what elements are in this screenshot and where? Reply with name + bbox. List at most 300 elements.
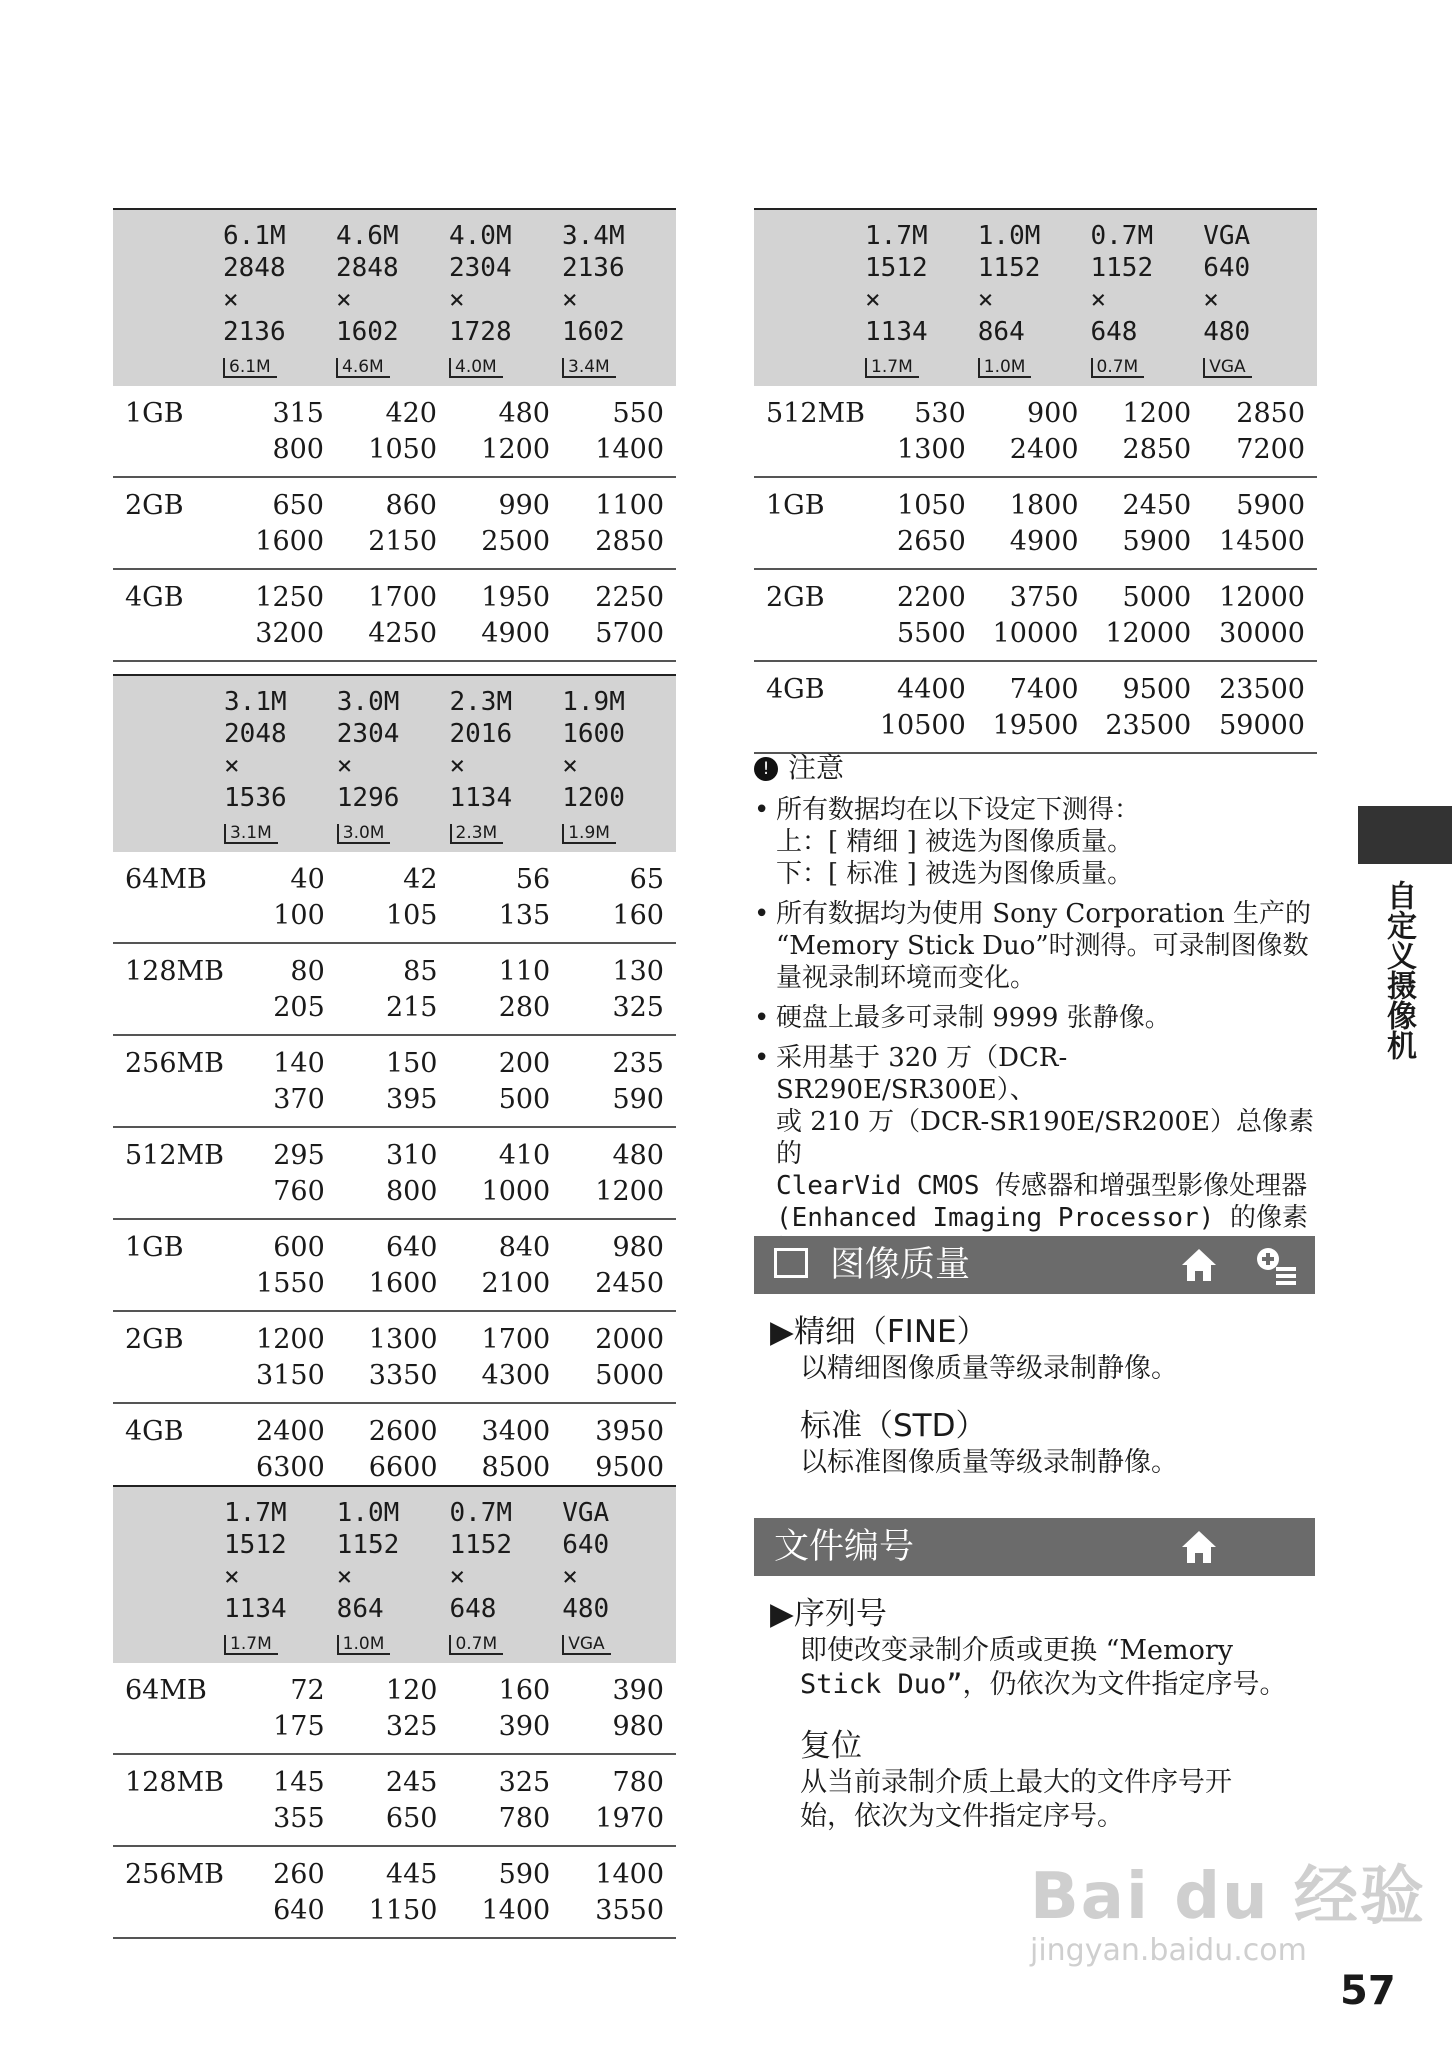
baidu-watermark: [1030, 1845, 1426, 1968]
image-count-cell: [562, 1846, 676, 1938]
standard-count: 2450: [595, 1268, 664, 1299]
standard-count: 5000: [595, 1360, 664, 1391]
table-row: [113, 1035, 676, 1127]
fine-count: 1800: [1009, 490, 1079, 521]
image-count-cell: [865, 386, 978, 477]
standard-count: 370: [273, 1084, 325, 1115]
media-capacity-label: 64MB: [125, 864, 207, 895]
reset-option-desc: 始，依次为文件指定序号。: [800, 1801, 1124, 1832]
resolution-header: [224, 1486, 337, 1663]
fine-count: 550: [612, 398, 664, 429]
side-tab-text: 自定义摄像机: [1381, 880, 1416, 1060]
image-count-cell: [337, 1754, 450, 1846]
media-capacity-label: 2GB: [125, 490, 184, 521]
resolution-x: ×: [224, 1562, 240, 1592]
resolution-w: 1152: [336, 1530, 400, 1560]
watermark-brand: Bai du 经验: [1030, 1860, 1426, 1934]
fine-count: 130: [612, 956, 664, 987]
standard-count: 3550: [595, 1895, 664, 1926]
resolution-header: [1091, 209, 1204, 386]
image-size-icon: 3.1M: [224, 824, 278, 844]
capacity-table-2: [113, 674, 676, 1496]
standard-count: 2850: [595, 526, 664, 557]
standard-count: 980: [612, 1711, 664, 1742]
standard-count: 6600: [368, 1452, 438, 1483]
resolution-h: 1134: [449, 783, 513, 813]
resolution-x: ×: [224, 751, 240, 781]
resolution-header: [337, 1486, 450, 1663]
standard-count: 14500: [1219, 526, 1305, 557]
resolution-x: ×: [1090, 285, 1107, 315]
standard-count: 19500: [992, 710, 1079, 741]
image-count-cell: [449, 1754, 562, 1846]
standard-count: 2850: [1122, 434, 1192, 465]
table-row: [754, 386, 1317, 477]
resolution-h: 1602: [336, 317, 399, 347]
resolution-w: 2048: [224, 719, 287, 749]
image-size-icon: VGA: [562, 1635, 610, 1655]
image-count-cell: [223, 569, 336, 661]
image-count-cell: [224, 1035, 337, 1127]
home-icon: [1179, 1527, 1219, 1567]
standard-count: 2100: [481, 1268, 551, 1299]
image-count-cell: [1203, 569, 1317, 661]
file-number-header: [754, 1518, 1315, 1576]
resolution-w: 1600: [562, 719, 625, 749]
table-row: [113, 1754, 676, 1846]
standard-count: 780: [498, 1803, 551, 1834]
fine-count: 145: [273, 1767, 325, 1798]
resolution-w: 640: [562, 1530, 610, 1560]
standard-count: 800: [272, 434, 324, 465]
standard-count: 640: [273, 1895, 325, 1926]
header-blank-cell: [113, 209, 223, 386]
fine-count: 85: [403, 956, 438, 987]
resolution-w: 2016: [449, 719, 513, 749]
media-capacity-label: 4GB: [766, 674, 825, 705]
page-number: 57: [1340, 1968, 1396, 2014]
resolution-mp: 1.7M: [865, 221, 928, 251]
note-line: ClearVid CMOS 传感器和增强型影像处理器: [776, 1171, 1308, 1201]
series-option: [770, 1594, 1330, 1702]
standard-count: 325: [385, 1711, 438, 1742]
fine-count: 1200: [1122, 398, 1192, 429]
fine-count: 5000: [1122, 582, 1192, 613]
fine-count: 1950: [481, 582, 550, 613]
image-count-cell: [450, 943, 563, 1035]
fine-count: 160: [498, 1675, 551, 1706]
fine-count: 600: [273, 1232, 325, 1263]
fine-count: 56: [515, 864, 551, 895]
resolution-header: [562, 1486, 676, 1663]
fine-count: 1100: [595, 490, 664, 521]
header-blank-cell: [113, 675, 224, 852]
image-size-icon: 3.0M: [337, 824, 391, 844]
still-image-icon: [774, 1248, 808, 1278]
fine-count: 1300: [368, 1324, 438, 1355]
image-count-cell: [865, 477, 978, 569]
resolution-header: [224, 675, 337, 852]
image-size-icon: 6.1M: [223, 358, 277, 378]
fine-count: 390: [612, 1675, 664, 1706]
table-header-row: [113, 209, 676, 386]
standard-count: 100: [273, 900, 325, 931]
resolution-mp: 1.7M: [224, 1498, 287, 1528]
standard-count: 9500: [595, 1452, 664, 1483]
standard-count: 5700: [595, 618, 664, 649]
fine-count: 2850: [1236, 398, 1305, 429]
table-row: [113, 477, 676, 569]
fine-count: 245: [385, 1767, 438, 1798]
image-count-cell: [449, 386, 562, 477]
standard-count: 7200: [1236, 434, 1305, 465]
image-count-cell: [337, 1846, 450, 1938]
fine-count: 640: [385, 1232, 438, 1263]
image-quality-header: [754, 1236, 1315, 1294]
fine-count: 420: [385, 398, 437, 429]
resolution-header: [562, 209, 676, 386]
fine-count: 2450: [1122, 490, 1192, 521]
resolution-w: 1152: [977, 253, 1041, 283]
series-option-title: ▶序列号: [770, 1596, 887, 1632]
fine-count: 40: [290, 864, 325, 895]
resolution-x: ×: [865, 285, 881, 315]
resolution-mp: VGA: [1203, 221, 1251, 251]
note-line: • 硬盘上最多可录制 9999 张静像。: [776, 1003, 1171, 1033]
fine-option: [770, 1312, 1330, 1386]
image-count-cell: [337, 1403, 450, 1495]
image-count-cell: [449, 1846, 562, 1938]
standard-count: 6300: [256, 1452, 325, 1483]
resolution-mp: 3.1M: [224, 687, 287, 717]
fine-count: 200: [498, 1048, 551, 1079]
notes-section: [754, 752, 1324, 1306]
resolution-h: 1296: [336, 783, 400, 813]
image-count-cell: [450, 1219, 563, 1311]
table-row: [754, 569, 1317, 661]
fine-count: 325: [498, 1767, 551, 1798]
resolution-h: 648: [1090, 317, 1138, 347]
image-count-cell: [1091, 569, 1204, 661]
table-header-row: [754, 209, 1317, 386]
image-count-cell: [336, 386, 449, 477]
resolution-h: 480: [562, 1594, 610, 1624]
resolution-x: ×: [562, 751, 578, 781]
media-capacity-label: 128MB: [125, 956, 225, 987]
media-capacity-label: 1GB: [125, 398, 184, 429]
image-count-cell: [337, 1663, 450, 1754]
standard-count: 4900: [1009, 526, 1079, 557]
image-size-icon: 0.7M: [1091, 358, 1145, 378]
resolution-w: 2304: [336, 719, 400, 749]
fine-count: 1050: [897, 490, 966, 521]
resolution-h: 2136: [223, 317, 286, 347]
resolution-x: ×: [562, 1562, 578, 1592]
fine-count: 80: [290, 956, 325, 987]
table-row: [754, 661, 1317, 753]
capacity-table-4: [754, 208, 1317, 754]
standard-count: 4900: [481, 618, 550, 649]
resolution-mp: 3.0M: [336, 687, 400, 717]
image-count-cell: [449, 569, 562, 661]
table-row: [754, 477, 1317, 569]
notes-heading: [754, 752, 1324, 784]
fine-count: 1400: [595, 1859, 664, 1890]
standard-count: 8500: [481, 1452, 551, 1483]
image-count-cell: [978, 477, 1091, 569]
fine-count: 650: [272, 490, 324, 521]
standard-count: 1150: [368, 1895, 438, 1926]
resolution-mp: 1.9M: [562, 687, 625, 717]
resolution-h: 1602: [562, 317, 625, 347]
fine-count: 12000: [1219, 582, 1305, 613]
resolution-mp: VGA: [562, 1498, 610, 1528]
resolution-mp: 1.0M: [336, 1498, 400, 1528]
note-item: [754, 794, 1324, 890]
media-capacity-label: 2GB: [766, 582, 825, 613]
menu-tool-icon: [1254, 1245, 1298, 1285]
standard-count: 160: [612, 900, 664, 931]
resolution-w: 640: [1203, 253, 1251, 283]
standard-count: 650: [385, 1803, 438, 1834]
capacity-table-1: [113, 208, 676, 662]
resolution-header: [337, 675, 450, 852]
resolution-header: [562, 675, 676, 852]
file-number-title: 文件编号: [774, 1527, 915, 1567]
standard-count: 3150: [256, 1360, 325, 1391]
reset-option: [770, 1726, 1330, 1834]
home-icon: [1179, 1245, 1219, 1285]
media-capacity-label: 1GB: [766, 490, 825, 521]
table-row: [113, 1219, 676, 1311]
standard-count: 135: [498, 900, 551, 931]
image-count-cell: [1203, 386, 1317, 477]
fine-count: 140: [273, 1048, 325, 1079]
note-item: [754, 898, 1324, 994]
standard-count: 1200: [481, 434, 550, 465]
fine-count: 2600: [368, 1416, 438, 1447]
fine-count: 9500: [1122, 674, 1192, 705]
image-count-cell: [562, 852, 676, 943]
fine-count: 7400: [1009, 674, 1079, 705]
resolution-header: [223, 209, 336, 386]
standard-count: 2150: [368, 526, 437, 557]
media-capacity-label: 4GB: [125, 582, 184, 613]
fine-count: 3950: [595, 1416, 664, 1447]
standard-count: 2650: [897, 526, 966, 557]
standard-count: 1050: [368, 434, 437, 465]
image-quality-title: 图像质量: [830, 1245, 971, 1285]
resolution-h: 1536: [224, 783, 287, 813]
note-line: (Enhanced Imaging Processor) 的像素: [776, 1203, 1308, 1233]
table-row: [113, 569, 676, 661]
image-count-cell: [865, 569, 978, 661]
resolution-h: 480: [1203, 317, 1251, 347]
resolution-mp: 4.0M: [449, 221, 512, 251]
image-count-cell: [978, 661, 1091, 753]
image-size-icon: 1.9M: [562, 824, 616, 844]
fine-count: 72: [290, 1675, 325, 1706]
resolution-header: [978, 209, 1091, 386]
image-count-cell: [449, 1663, 562, 1754]
standard-count: 395: [385, 1084, 438, 1115]
standard-count: 1400: [481, 1895, 551, 1926]
image-count-cell: [224, 943, 337, 1035]
image-count-cell: [562, 477, 676, 569]
standard-count: 215: [385, 992, 438, 1023]
standard-count: 12000: [1105, 618, 1192, 649]
image-size-icon: 1.0M: [337, 1635, 391, 1655]
image-count-cell: [562, 1311, 676, 1403]
resolution-x: ×: [223, 285, 239, 315]
media-capacity-label: 512MB: [766, 398, 866, 429]
image-count-cell: [224, 1663, 337, 1754]
image-count-cell: [978, 569, 1091, 661]
fine-count: 65: [629, 864, 664, 895]
fine-count: 4400: [897, 674, 966, 705]
resolution-h: 1134: [865, 317, 928, 347]
table-row: [113, 1127, 676, 1219]
caution-icon: !: [754, 757, 778, 781]
series-option-desc: Stick Duo”，仍依次为文件指定序号。: [800, 1669, 1287, 1700]
standard-count: 1970: [595, 1803, 664, 1834]
image-count-cell: [336, 569, 449, 661]
fine-count: 42: [403, 864, 438, 895]
resolution-w: 1152: [1090, 253, 1154, 283]
table-row: [113, 1311, 676, 1403]
image-size-icon: 4.6M: [336, 358, 390, 378]
standard-count: 3200: [255, 618, 324, 649]
fine-count: 315: [272, 398, 324, 429]
image-count-cell: [337, 852, 450, 943]
image-count-cell: [223, 386, 336, 477]
image-count-cell: [450, 1311, 563, 1403]
image-count-cell: [865, 661, 978, 753]
resolution-header: [865, 209, 978, 386]
image-count-cell: [224, 1219, 337, 1311]
image-count-cell: [450, 1035, 563, 1127]
resolution-h: 648: [449, 1594, 497, 1624]
series-option-desc: 即使改变录制介质或更换 “Memory: [800, 1635, 1234, 1666]
fine-count: 840: [498, 1232, 551, 1263]
standard-count: 59000: [1219, 710, 1305, 741]
image-size-icon: 1.0M: [978, 358, 1032, 378]
resolution-h: 864: [977, 317, 1025, 347]
note-line: • 采用基于 320 万（DCR-SR290E/SR300E）、: [776, 1043, 1068, 1105]
resolution-w: 2136: [562, 253, 625, 283]
image-count-cell: [449, 477, 562, 569]
fine-count: 1200: [256, 1324, 325, 1355]
standard-count: 760: [273, 1176, 325, 1207]
fine-count: 990: [498, 490, 550, 521]
standard-count: 280: [498, 992, 551, 1023]
header-blank-cell: [113, 1486, 224, 1663]
resolution-h: 1200: [562, 783, 625, 813]
image-size-icon: 3.4M: [562, 358, 616, 378]
standard-count: 4300: [481, 1360, 551, 1391]
note-line: 量视录制环境而变化。: [776, 963, 1037, 993]
image-count-cell: [562, 569, 676, 661]
image-size-icon: 1.7M: [224, 1635, 278, 1655]
image-count-cell: [450, 1403, 563, 1495]
image-count-cell: [224, 1403, 337, 1495]
standard-count: 3350: [368, 1360, 438, 1391]
resolution-w: 1512: [224, 1530, 287, 1560]
image-count-cell: [224, 1846, 337, 1938]
fine-count: 780: [612, 1767, 664, 1798]
table-row: [113, 852, 676, 943]
resolution-w: 2848: [336, 253, 399, 283]
header-blank-cell: [754, 209, 865, 386]
image-count-cell: [1203, 661, 1317, 753]
resolution-w: 2848: [223, 253, 286, 283]
resolution-header: [1203, 209, 1317, 386]
image-count-cell: [450, 1127, 563, 1219]
standard-count: 2500: [481, 526, 550, 557]
image-count-cell: [450, 852, 563, 943]
standard-count: 10500: [879, 710, 966, 741]
image-count-cell: [224, 1127, 337, 1219]
image-count-cell: [562, 943, 676, 1035]
resolution-x: ×: [1203, 285, 1219, 315]
image-count-cell: [562, 1035, 676, 1127]
standard-count: 1000: [481, 1176, 551, 1207]
notes-heading-text: 注意: [788, 751, 845, 784]
table-row: [113, 1403, 676, 1495]
fine-count: 2400: [256, 1416, 325, 1447]
fine-count: 980: [612, 1232, 664, 1263]
image-count-cell: [224, 1754, 337, 1846]
resolution-header: [449, 1486, 562, 1663]
resolution-x: ×: [449, 285, 465, 315]
image-size-icon: 4.0M: [449, 358, 503, 378]
media-capacity-label: 128MB: [125, 1767, 225, 1798]
note-line: 或 210 万（DCR-SR190E/SR200E）总像素的: [776, 1107, 1315, 1169]
image-count-cell: [337, 1311, 450, 1403]
note-line: 上：[ 精细 ] 被选为图像质量。: [776, 827, 1134, 857]
standard-count: 325: [612, 992, 664, 1023]
standard-count: 10000: [992, 618, 1079, 649]
resolution-w: 1512: [865, 253, 928, 283]
image-count-cell: [978, 386, 1091, 477]
fine-count: 5900: [1236, 490, 1305, 521]
fine-option-title: ▶精细（FINE）: [770, 1314, 988, 1350]
image-count-cell: [562, 1219, 676, 1311]
fine-count: 110: [498, 956, 551, 987]
standard-count: 390: [498, 1711, 551, 1742]
fine-count: 860: [385, 490, 437, 521]
table-row: [113, 1846, 676, 1938]
std-option: [770, 1406, 1330, 1480]
fine-count: 23500: [1219, 674, 1305, 705]
resolution-x: ×: [977, 285, 994, 315]
resolution-header: [450, 675, 563, 852]
image-count-cell: [562, 386, 676, 477]
media-capacity-label: 256MB: [125, 1048, 225, 1079]
image-count-cell: [1091, 661, 1204, 753]
image-size-icon: VGA: [1203, 358, 1251, 378]
image-count-cell: [337, 1035, 450, 1127]
standard-count: 5900: [1122, 526, 1192, 557]
fine-count: 590: [498, 1859, 551, 1890]
fine-count: 260: [273, 1859, 325, 1890]
standard-count: 23500: [1105, 710, 1192, 741]
resolution-x: ×: [449, 1562, 466, 1592]
reset-option-desc: 从当前录制介质上最大的文件序号开: [800, 1767, 1232, 1798]
image-count-cell: [224, 852, 337, 943]
image-size-icon: 2.3M: [450, 824, 504, 844]
resolution-x: ×: [449, 751, 466, 781]
